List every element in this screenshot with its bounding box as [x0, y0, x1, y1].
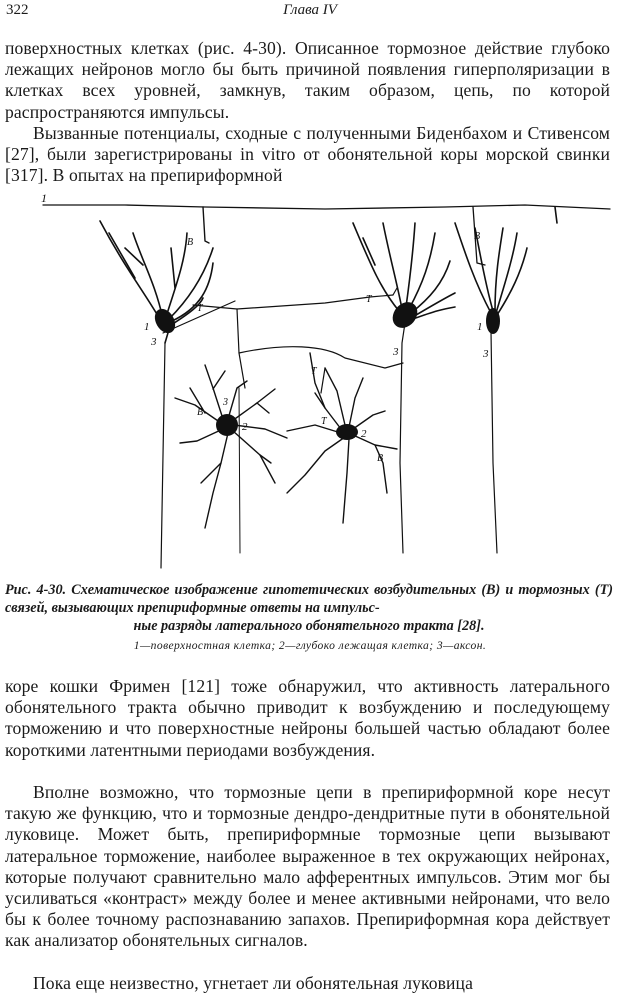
- paragraph-4: Вполне возможно, что тормозные цепи в препириформной коре несут такую же функцию, что и тормозные дендро-дендритные пути в обонятельной луковице. Может быть, препириформные тормозные цепи вызывают латеральное торможение, наиболее выраженное в тех окружающих нейронах, которые получают сравнительно мало афферентных импульсов. Этим мог бы усиливаться «контраст» между более и менее активными нейронами, что вело бы к более точному распознаванию запахов. Препириформная кора действует как анализатор обонятельных сигналов.: [5, 782, 610, 951]
- caption-main: Рис. 4-30. Схематическое изображение гипотетических возбудительных (B) и тормозных (T) связей, вызывающих препириформные ответы на импульс-: [5, 582, 613, 616]
- label-1-right: 1: [477, 321, 483, 333]
- label-B-deep-right: B: [377, 453, 384, 464]
- superficial-cell-middle: [353, 207, 485, 553]
- paragraph-2: Вызванные потенциалы, сходные с полученными Биденбахом и Стивенсом [27], были зарегистрированы in vitro от обонятельной коры морской свинки [317]. В опытах на препириформной: [5, 123, 610, 186]
- tract-line: [43, 205, 610, 209]
- label-3-middle: 3: [393, 346, 399, 358]
- superficial-cell-body-right: [486, 308, 500, 334]
- deep-cell-left: [175, 365, 287, 528]
- figure-legend: 1—поверхностная клетка; 2—глубоко лежащая клетка; 3—аксон.: [133, 639, 487, 652]
- label-3-right: 3: [483, 348, 489, 360]
- label-T-left: T: [197, 303, 203, 314]
- figure-4-30: [25, 193, 615, 578]
- label-B-right: B: [474, 231, 481, 242]
- label-B-left: B: [187, 237, 194, 248]
- label-2-right: 2: [361, 428, 367, 440]
- label-T-upper: T: [311, 366, 317, 377]
- superficial-cell-right: [455, 207, 557, 553]
- caption-end: ные разряды латерального обонятельного тракта [28].: [133, 618, 485, 634]
- label-2-left: 2: [242, 421, 248, 433]
- page-number: 322: [6, 2, 29, 18]
- tract-label: 1: [41, 193, 47, 205]
- figure-caption: [5, 581, 613, 635]
- label-3-deep-left: 3: [223, 397, 228, 408]
- running-head: Глава IV: [283, 2, 337, 18]
- paragraph-1: поверхностных клетках (рис. 4-30). Описанное тормозное действие глубоко лежащих нейронов могло бы быть причиной появления гиперполяризации в клетках всех уровней, замкнув, таким образом, цепь, по которой распространяются импульсы.: [5, 38, 610, 122]
- label-3-left: 3: [151, 336, 157, 348]
- label-1-left: 1: [144, 321, 150, 333]
- deep-cell-body-right: [336, 424, 358, 440]
- label-B-deep-left: B: [197, 407, 204, 418]
- deep-cell-body-left: [216, 414, 238, 436]
- paragraph-3: коре кошки Фримен [121] тоже обнаружил, что активность латерального обонятельного тракта обычно приводит к возбуждению и последующему торможению и что поверхностные нейроны большей частью обладают более короткими латентными периодами возбуждения.: [5, 676, 610, 760]
- paragraph-5: Пока еще неизвестно, угнетает ли обонятельная луковица: [33, 973, 473, 993]
- neuron-diagram: [25, 193, 615, 578]
- label-T-deep-right: T: [321, 416, 327, 427]
- label-T-middle: T: [366, 294, 372, 305]
